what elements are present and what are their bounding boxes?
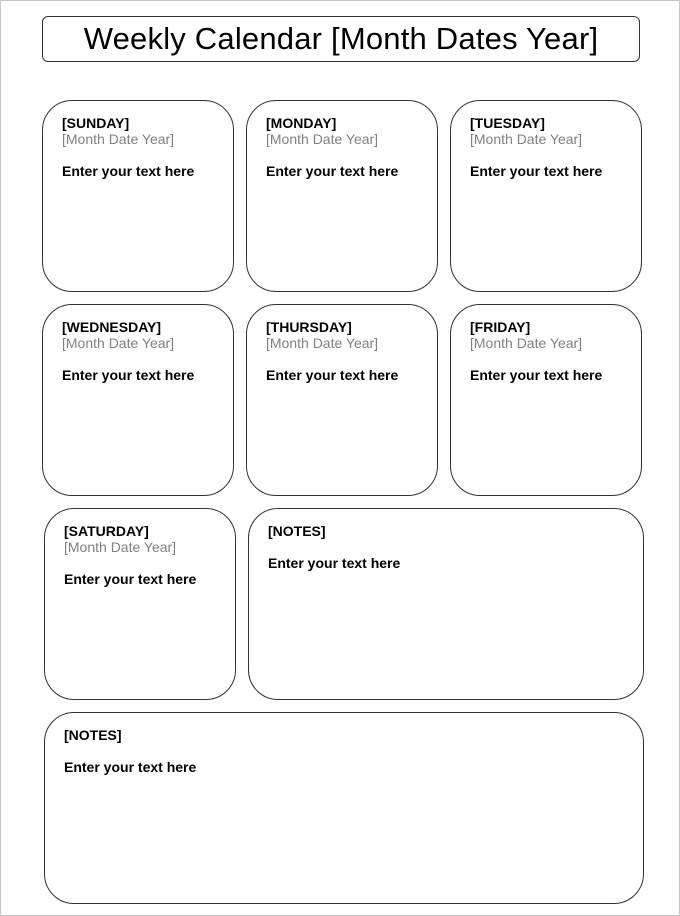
notes-label: [NOTES]: [64, 727, 122, 743]
day-date: [Month Date Year]: [62, 335, 175, 351]
notes-text[interactable]: Enter your text here: [268, 555, 401, 571]
day-card-friday[interactable]: [450, 304, 642, 496]
day-label: [SATURDAY]: [64, 523, 149, 539]
day-text[interactable]: Enter your text here: [266, 367, 399, 383]
day-text[interactable]: Enter your text here: [470, 367, 603, 383]
day-label: [WEDNESDAY]: [62, 319, 162, 335]
day-text[interactable]: Enter your text here: [470, 163, 603, 179]
day-text[interactable]: Enter your text here: [62, 163, 195, 179]
day-text[interactable]: Enter your text here: [64, 571, 197, 587]
day-label: [TUESDAY]: [470, 115, 545, 131]
day-card-tuesday[interactable]: [450, 100, 642, 292]
title-box: [42, 16, 640, 62]
notes-card-bottom[interactable]: [44, 712, 644, 904]
page-title[interactable]: Weekly Calendar [Month Dates Year]: [83, 21, 599, 56]
notes-label: [NOTES]: [268, 523, 326, 539]
day-date: [Month Date Year]: [266, 335, 379, 351]
notes-text[interactable]: Enter your text here: [64, 759, 197, 775]
day-label: [SUNDAY]: [62, 115, 130, 131]
day-card-monday[interactable]: [246, 100, 438, 292]
notes-card-side[interactable]: [248, 508, 644, 700]
day-label: [THURSDAY]: [266, 319, 352, 335]
day-date: [Month Date Year]: [470, 335, 583, 351]
day-card-saturday[interactable]: [44, 508, 236, 700]
day-date: [Month Date Year]: [470, 131, 583, 147]
day-text[interactable]: Enter your text here: [62, 367, 195, 383]
day-date: [Month Date Year]: [64, 539, 177, 555]
day-card-wednesday[interactable]: [42, 304, 234, 496]
day-card-sunday[interactable]: [42, 100, 234, 292]
day-date: [Month Date Year]: [62, 131, 175, 147]
day-text[interactable]: Enter your text here: [266, 163, 399, 179]
day-label: [FRIDAY]: [470, 319, 531, 335]
day-card-thursday[interactable]: [246, 304, 438, 496]
day-date: [Month Date Year]: [266, 131, 379, 147]
day-label: [MONDAY]: [266, 115, 337, 131]
